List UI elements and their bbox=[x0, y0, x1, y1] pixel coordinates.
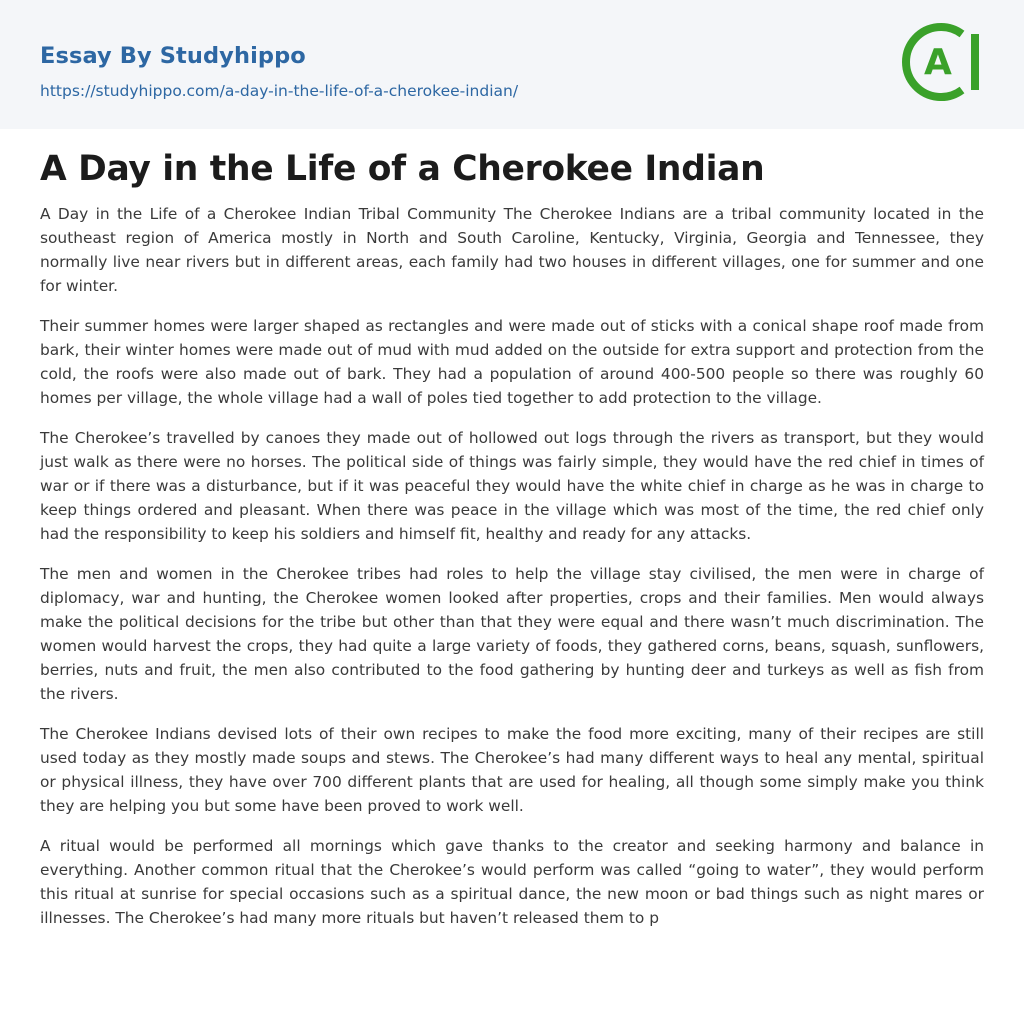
essay-paragraph-2: Their summer homes were larger shaped as rectangles and were made out of sticks with a conical shape roof made from bark, their winter homes were made out of mud with mud added on the outside for extra support and protection from the cold, the roofs were also made out of bark. They had a population of around 400-500 people so there was roughly 60 homes per village, the whole village had a wall of poles tied together to add protection to the village. bbox=[40, 317, 984, 407]
studyhippo-logo-icon bbox=[900, 20, 984, 104]
page-header bbox=[0, 0, 1024, 129]
essay-paragraph-4: The men and women in the Cherokee tribes had roles to help the village stay civilised, the men were in charge of diplomacy, war and hunting, the Cherokee women looked after properties, crops and their families. Men would always make the political decisions for the tribe but other than that they were equal and there wasn’t much discrimination. The women would harvest the crops, they had quite a large variety of foods, they gathered corns, beans, squash, sunflowers, berries, nuts and fruit, the men also contributed to the food gathering by hunting deer and turkeys as well as fish from the rivers. bbox=[40, 565, 984, 703]
essay-paragraph-3: The Cherokee’s travelled by canoes they made out of hollowed out logs through the rivers as transport, but they would just walk as there were no horses. The political side of things was fairly simple, they would have the red chief in times of war or if there was a disturbance, but if it was peaceful they would have the white chief in charge as he was in charge to keep things ordered and pleasant. When there was peace in the village which was most of the time, the red chief only had the responsibility to keep his soldiers and himself fit, healthy and ready for any attacks. bbox=[40, 429, 984, 543]
essay-url-link[interactable]: https://studyhippo.com/a-day-in-the-life-of-a-cherokee-indian/ bbox=[40, 82, 519, 100]
brand-title: Essay By Studyhippo bbox=[40, 43, 306, 69]
essay-paragraph-6: A ritual would be performed all mornings which gave thanks to the creator and seeking harmony and balance in everything. Another common ritual that the Cherokee’s would perform was called “going to water”, they would perform this ritual at sunrise for special occasions such as a spiritual dance, the new moon or bad things such as night mares or illnesses. The Cherokee’s had many more rituals but haven’t released them to p bbox=[40, 837, 984, 927]
logo-letter: A bbox=[924, 42, 952, 83]
essay-content bbox=[0, 149, 1024, 930]
essay-paragraph-5: The Cherokee Indians devised lots of their own recipes to make the food more exciting, many of their recipes are still used today as they mostly made soups and stews. The Cherokee’s had many different ways to heal any mental, spiritual or physical illness, they have over 700 different plants that are used for healing, all though some simply make you think they are helping you but some have been proved to work well. bbox=[40, 725, 984, 815]
essay-paragraph-1: A Day in the Life of a Cherokee Indian Tribal Community The Cherokee Indians are a tribal community located in the southeast region of America mostly in North and South Caroline, Kentucky, Virginia, Georgia and Tennessee, they normally live near rivers but in different areas, each family had two houses in different villages, one for summer and one for winter. bbox=[40, 205, 984, 295]
essay-title: A Day in the Life of a Cherokee Indian bbox=[40, 149, 765, 189]
